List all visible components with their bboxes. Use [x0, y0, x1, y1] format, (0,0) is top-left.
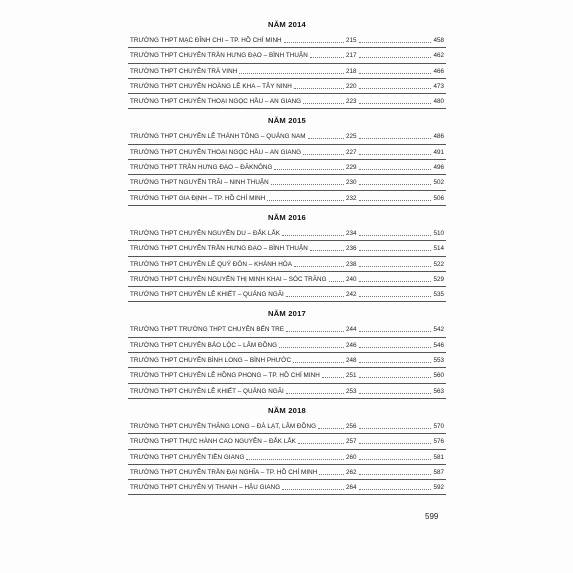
dot-leader	[359, 488, 431, 490]
problem-page-number: 232	[346, 194, 357, 202]
toc-entry-title: TRƯỜNG THPT CHUYÊN THĂNG LONG – ĐÀ LẠT, LÂM ĐỒNG	[130, 422, 317, 430]
dot-leader	[359, 249, 431, 251]
toc-entry-title: TRƯỜNG THPT CHUYÊN LÊ QUÝ ĐÔN – KHÁNH HÒA	[130, 260, 292, 268]
dot-leader	[329, 280, 344, 282]
solution-page-number: 542	[433, 326, 444, 334]
toc-section	[128, 116, 446, 205]
dot-leader	[282, 488, 344, 490]
solution-page-number: 491	[433, 148, 444, 156]
toc-row	[128, 257, 446, 272]
dot-leader	[359, 234, 431, 236]
solution-page-number: 570	[433, 422, 444, 430]
toc-row	[128, 465, 446, 480]
problem-page-number: 236	[346, 245, 357, 253]
toc-row	[128, 480, 446, 495]
toc-row	[128, 129, 446, 144]
toc-row	[128, 145, 446, 160]
solution-page-number: 473	[433, 82, 444, 90]
page-number: 599	[425, 512, 439, 521]
toc-entry-title: TRƯỜNG THPT CHUYÊN LÊ HỒNG PHONG – TP. HỒ CHÍ MINH	[130, 372, 320, 380]
toc-section	[128, 20, 446, 109]
solution-page-number: 514	[433, 245, 444, 253]
dot-leader	[359, 473, 431, 475]
toc-row	[128, 191, 446, 206]
toc-entry-title: TRƯỜNG THPT CHUYÊN LÊ KHIẾT – QUẢNG NGÃI	[130, 291, 284, 299]
toc-entry-title: TRƯỜNG THPT CHUYÊN LÊ KHIẾT – QUẢNG NGÃI	[130, 387, 284, 395]
solution-page-number: 522	[433, 260, 444, 268]
dot-leader	[286, 330, 344, 332]
dot-leader	[359, 56, 431, 58]
dot-leader	[303, 102, 344, 104]
toc-entry-title: TRƯỜNG THPT CHUYÊN VỊ THANH – HẬU GIANG	[130, 484, 281, 492]
dot-leader	[246, 458, 344, 460]
problem-page-number: 246	[346, 341, 357, 349]
toc-row	[128, 64, 446, 79]
solution-page-number: 581	[433, 453, 444, 461]
problem-page-number: 248	[346, 357, 357, 365]
toc-entry-title: TRƯỜNG THPT MẠC ĐĨNH CHI – TP. HỒ CHÍ MINH	[130, 37, 282, 44]
toc-entry-title: TRƯỜNG THPT CHUYÊN BẢO LỘC – LÂM ĐỒNG	[130, 341, 278, 349]
toc-row	[128, 33, 446, 48]
toc-row	[128, 322, 446, 337]
dot-leader	[267, 199, 344, 201]
problem-page-number: 223	[346, 98, 357, 106]
dot-leader	[359, 427, 431, 429]
dot-leader	[359, 361, 431, 363]
toc-entry-title: TRƯỜNG THPT CHUYÊN THOẠI NGỌC HẦU – AN GIANG	[130, 148, 302, 156]
problem-page-number: 251	[346, 372, 357, 380]
problem-page-number: 225	[346, 133, 357, 141]
solution-page-number: 458	[433, 37, 444, 44]
solution-page-number: 480	[433, 98, 444, 106]
solution-page-number: 529	[433, 275, 444, 283]
toc-entry-title: TRƯỜNG THPT CHUYÊN TRẦN ĐẠI NGHĨA – TP. HỒ CHÍ MINH	[130, 468, 318, 476]
dot-leader	[284, 41, 344, 43]
problem-page-number: 242	[346, 291, 357, 299]
problem-page-number: 240	[346, 275, 357, 283]
dot-leader	[293, 361, 344, 363]
toc-entry-title: TRƯỜNG THPT CHUYÊN NGUYỄN DU – ĐẮK LẮK	[130, 229, 280, 237]
solution-page-number: 466	[433, 67, 444, 75]
toc-row	[128, 287, 446, 302]
toc-row	[128, 368, 446, 383]
dot-leader	[359, 183, 431, 185]
solution-page-number: 535	[433, 291, 444, 299]
solution-page-number: 546	[433, 341, 444, 349]
dot-leader	[359, 87, 431, 89]
dot-leader	[298, 442, 344, 444]
dot-leader	[286, 295, 344, 297]
dot-leader	[359, 72, 431, 74]
dot-leader	[310, 56, 344, 58]
toc-entry-title: TRƯỜNG THPT CHUYÊN HOÀNG LÊ KHA – TÂY NINH	[130, 82, 292, 90]
dot-leader	[310, 249, 344, 251]
problem-page-number: 253	[346, 387, 357, 395]
problem-page-number: 244	[346, 326, 357, 334]
dot-leader	[319, 473, 344, 475]
problem-page-number: 238	[346, 260, 357, 268]
dot-leader	[359, 458, 431, 460]
problem-page-number: 264	[346, 484, 357, 492]
toc-entry-title: TRƯỜNG THPT CHUYÊN THOẠI NGỌC HẦU – AN GIANG	[130, 98, 302, 106]
toc-entry-title: TRƯỜNG THPT GIA ĐỊNH – TP. HỒ CHÍ MINH	[130, 194, 266, 202]
dot-leader	[318, 427, 344, 429]
problem-page-number: 234	[346, 229, 357, 237]
problem-page-number: 218	[346, 67, 357, 75]
toc-entry-title: TRƯỜNG THPT THỰC HÀNH CAO NGUYÊN – ĐẮK LẮK	[130, 438, 296, 446]
toc-row	[128, 419, 446, 434]
toc-entry-title: TRƯỜNG THPT CHUYÊN TRÀ VINH	[130, 67, 238, 75]
problem-page-number: 215	[346, 37, 357, 44]
dot-leader	[359, 442, 431, 444]
dot-leader	[286, 392, 344, 394]
problem-page-number: 229	[346, 164, 357, 172]
dot-leader	[282, 234, 344, 236]
dot-leader	[239, 72, 344, 74]
dot-leader	[359, 102, 431, 104]
toc-row	[128, 48, 446, 63]
solution-page-number: 587	[433, 468, 444, 476]
dot-leader	[294, 265, 344, 267]
solution-page-number: 506	[433, 194, 444, 202]
toc-row	[128, 272, 446, 287]
toc-row	[128, 338, 446, 353]
problem-page-number: 262	[346, 468, 357, 476]
toc-entry-title: TRƯỜNG THPT CHUYÊN TIỀN GIANG	[130, 453, 245, 461]
solution-page-number: 462	[433, 52, 444, 60]
toc-row	[128, 353, 446, 368]
solution-page-number: 563	[433, 387, 444, 395]
dot-leader	[359, 392, 431, 394]
dot-leader	[359, 199, 431, 201]
problem-page-number: 217	[346, 52, 357, 60]
dot-leader	[359, 346, 431, 348]
year-heading: NĂM 2016	[268, 212, 306, 222]
dot-leader	[359, 168, 431, 170]
toc-entry-title: TRƯỜNG THPT CHUYÊN NGUYỄN THỊ MINH KHAI – SÓC TRĂNG	[130, 275, 327, 283]
toc-row	[128, 450, 446, 465]
dot-leader	[359, 295, 431, 297]
toc-section	[128, 406, 446, 495]
dot-leader	[359, 41, 431, 43]
solution-page-number: 592	[433, 484, 444, 492]
dot-leader	[359, 376, 431, 378]
toc-entry-title: TRƯỜNG THPT TRẦN HƯNG ĐẠO – ĐĂKNÔNG	[130, 164, 273, 172]
dot-leader	[274, 168, 344, 170]
problem-page-number: 257	[346, 438, 357, 446]
problem-page-number: 220	[346, 82, 357, 90]
dot-leader	[271, 183, 344, 185]
toc-entry-title: TRƯỜNG THPT CHUYÊN LÊ THÁNH TÔNG – QUẢNG NAM	[130, 133, 306, 141]
solution-page-number: 553	[433, 357, 444, 365]
year-heading: NĂM 2018	[268, 405, 306, 415]
solution-page-number: 510	[433, 229, 444, 237]
table-of-contents	[128, 20, 446, 502]
toc-entry-title: TRƯỜNG THPT CHUYÊN TRẦN HƯNG ĐẠO – BÌNH THUẬN	[130, 245, 308, 253]
toc-entry-title: TRƯỜNG THPT TRƯỜNG THPT CHUYÊN BẾN TRE	[130, 326, 284, 334]
toc-row	[128, 160, 446, 175]
dot-leader	[294, 87, 344, 89]
toc-row	[128, 434, 446, 449]
dot-leader	[359, 137, 431, 139]
year-heading: NĂM 2017	[268, 309, 306, 319]
solution-page-number: 486	[433, 133, 444, 141]
year-heading: NĂM 2014	[268, 20, 306, 29]
toc-row	[128, 175, 446, 190]
dot-leader	[359, 330, 431, 332]
problem-page-number: 227	[346, 148, 357, 156]
dot-leader	[279, 346, 344, 348]
dot-leader	[322, 376, 344, 378]
year-heading: NĂM 2015	[268, 116, 306, 126]
solution-page-number: 560	[433, 372, 444, 380]
dot-leader	[359, 265, 431, 267]
toc-row	[128, 384, 446, 399]
dot-leader	[359, 153, 431, 155]
problem-page-number: 230	[346, 179, 357, 187]
toc-section	[128, 213, 446, 302]
toc-row	[128, 94, 446, 109]
solution-page-number: 502	[433, 179, 444, 187]
problem-page-number: 256	[346, 422, 357, 430]
toc-entry-title: TRƯỜNG THPT CHUYÊN BÌNH LONG – BÌNH PHƯỚC	[130, 357, 292, 365]
dot-leader	[308, 137, 344, 139]
problem-page-number: 260	[346, 453, 357, 461]
toc-row	[128, 79, 446, 94]
toc-section	[128, 309, 446, 398]
dot-leader	[359, 280, 431, 282]
toc-entry-title: TRƯỜNG THPT NGUYỄN TRÃI – NINH THUẬN	[130, 179, 269, 187]
solution-page-number: 496	[433, 164, 444, 172]
dot-leader	[303, 153, 344, 155]
toc-row	[128, 241, 446, 256]
toc-entry-title: TRƯỜNG THPT CHUYÊN TRẦN HƯNG ĐẠO – BÌNH THUẬN	[130, 52, 308, 60]
solution-page-number: 576	[433, 438, 444, 446]
toc-row	[128, 226, 446, 241]
